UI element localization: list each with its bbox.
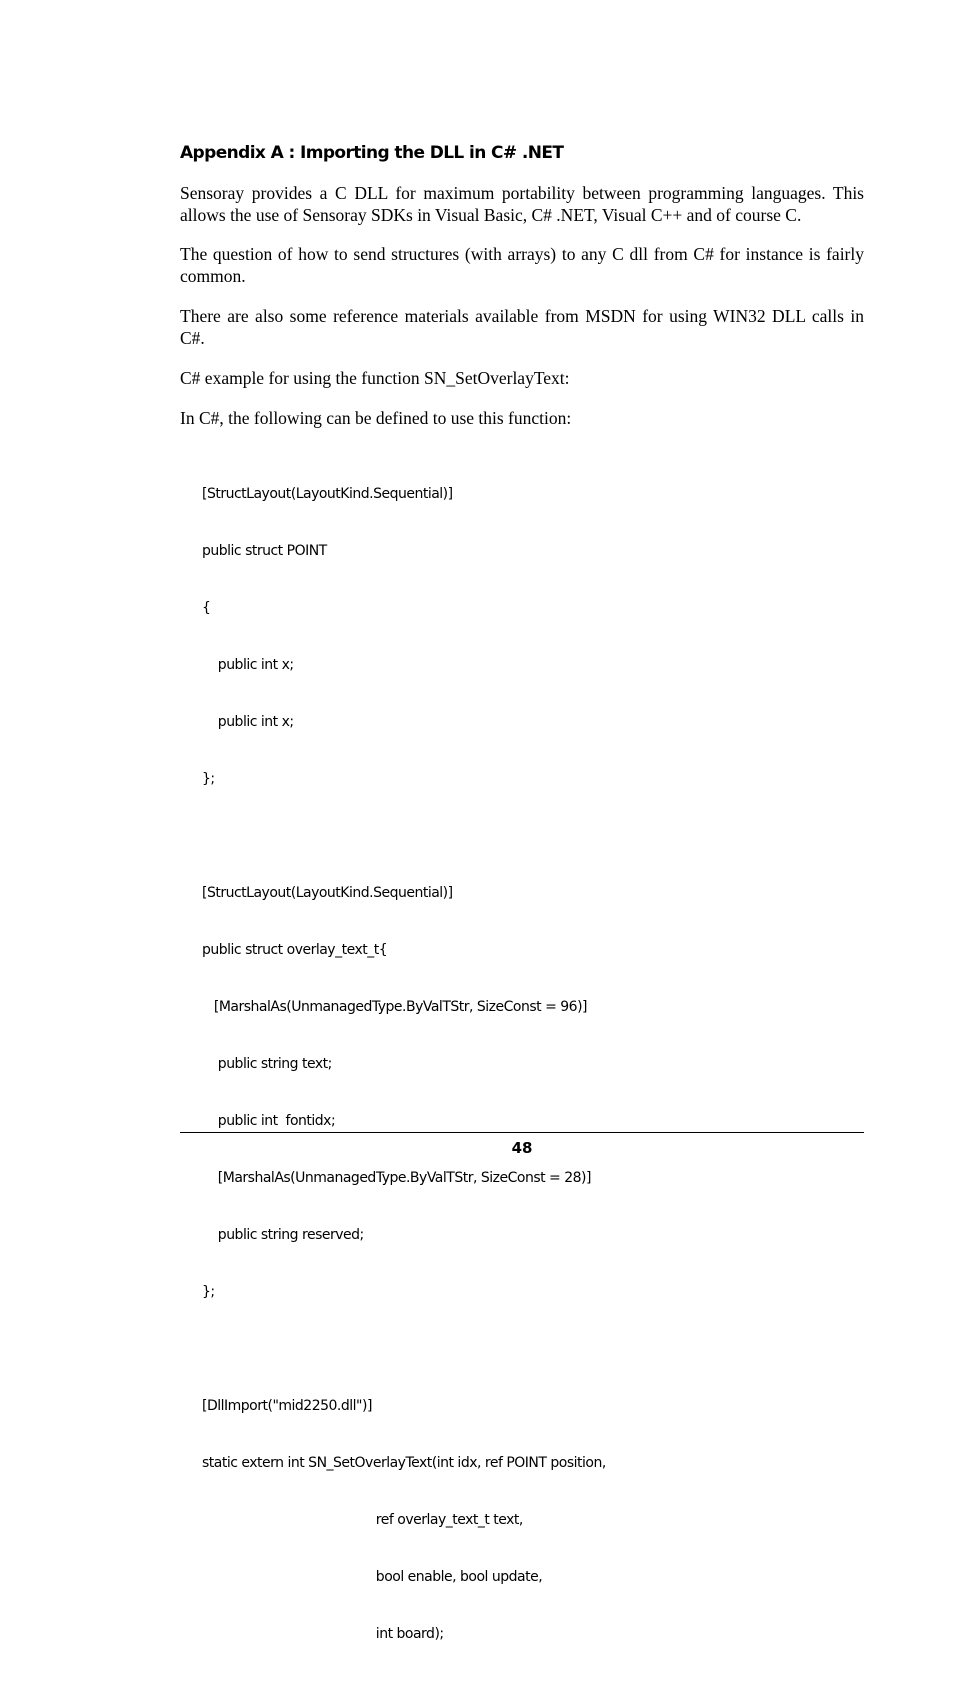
code-line: public string text; <box>202 1056 332 1072</box>
code-line: { <box>202 600 211 616</box>
code-line: public struct overlay_text_t{ <box>202 942 388 958</box>
code-line: public int fontidx; <box>202 1113 336 1129</box>
code-line: bool enable, bool update, <box>202 1569 543 1585</box>
code-line: [MarshalAs(UnmanagedType.ByValTStr, SizeConst = 96)] <box>202 999 588 1015</box>
code-line <box>202 827 802 846</box>
code-line <box>202 1340 802 1359</box>
paragraph-intro: Sensoray provides a C DLL for maximum portability between programming languages. This allows the use of Sensoray SDKs in Visual Basic, C# .NET, Visual C++ and of course C. <box>180 183 864 225</box>
appendix-heading: Appendix A : Importing the DLL in C# .NET <box>180 143 564 163</box>
code-line: [StructLayout(LayoutKind.Sequential)] <box>202 885 453 901</box>
code-line: }; <box>202 771 215 787</box>
paragraph-example-intro: C# example for using the function SN_SetOverlayText: <box>180 368 570 388</box>
code-line: ref overlay_text_t text, <box>202 1512 523 1528</box>
paragraph-msdn-reference: There are also some reference materials available from MSDN for using WIN32 DLL calls in C#. <box>180 306 864 348</box>
page-number: 48 <box>511 1139 533 1157</box>
paragraph-structures-question: The question of how to send structures (with arrays) to any C dll from C# for instance is fairly common. <box>180 244 864 286</box>
code-line: [MarshalAs(UnmanagedType.ByValTStr, SizeConst = 28)] <box>202 1170 591 1186</box>
footer-divider <box>180 1132 864 1133</box>
code-line: int board); <box>202 1626 444 1642</box>
code-line: public int x; <box>202 714 294 730</box>
code-block <box>202 447 802 1682</box>
code-line: public int x; <box>202 657 294 673</box>
paragraph-definition-intro: In C#, the following can be defined to use this function: <box>180 408 572 428</box>
code-line: }; <box>202 1284 215 1300</box>
code-line: static extern int SN_SetOverlayText(int idx, ref POINT position, <box>202 1455 606 1471</box>
code-line: [DllImport("mid2250.dll")] <box>202 1398 372 1414</box>
code-line: [StructLayout(LayoutKind.Sequential)] <box>202 486 453 502</box>
code-line: public string reserved; <box>202 1227 364 1243</box>
code-line: public struct POINT <box>202 543 327 559</box>
